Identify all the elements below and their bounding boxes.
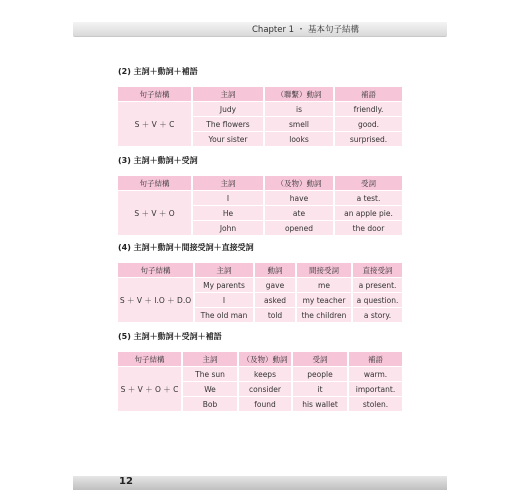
section-svc [118,66,402,146]
table-cell: told [254,308,296,323]
table-cell: We [182,382,238,397]
section-title: (4) 主詞＋動詞＋間接受詞＋直接受詞 [118,243,254,252]
table-cell: The flowers [192,117,264,132]
section-title: (3) 主詞＋動詞＋受詞 [118,156,198,165]
section-svo [118,155,402,235]
table-cell: a story. [352,308,402,323]
table-cell: me [296,278,352,293]
column-header: （及物）動詞 [238,352,292,367]
column-header: 受詞 [334,176,402,191]
chapter-header-bar [73,22,447,37]
table-cell: stolen. [348,397,402,412]
column-header: 主詞 [182,352,238,367]
table-cell: The old man [194,308,254,323]
table-cell: The sun [182,367,238,382]
table-cell: a question. [352,293,402,308]
table-cell: an apple pie. [334,206,402,221]
column-header: 主詞 [194,263,254,278]
table-cell: warm. [348,367,402,382]
section-svoc [118,331,402,411]
structure-cell: S ＋ V ＋ O ＋ C [118,367,182,412]
table-cell: surprised. [334,132,402,147]
table-cell: a test. [334,191,402,206]
table-cell: I [194,293,254,308]
table-cell: ate [264,206,334,221]
column-header: 補語 [348,352,402,367]
chapter-title: Chapter 1 ・ 基本句子結構 [252,25,359,35]
column-header: 間接受詞 [296,263,352,278]
column-header: 句子結構 [118,87,192,102]
column-header: （聯繫）動詞 [264,87,334,102]
table-cell: smell [264,117,334,132]
table-cell: asked [254,293,296,308]
table-cell: the children [296,308,352,323]
table-cell: is [264,102,334,117]
table-cell: John [192,221,264,236]
table-cell: gave [254,278,296,293]
table-cell: found [238,397,292,412]
table-cell: it [292,382,348,397]
column-header: 補語 [334,87,402,102]
table-cell: opened [264,221,334,236]
table-row [118,102,402,117]
pattern-table [118,263,402,322]
table-cell: a present. [352,278,402,293]
table-cell: I [192,191,264,206]
table-cell: consider [238,382,292,397]
table-cell: good. [334,117,402,132]
column-header: 受詞 [292,352,348,367]
table-cell: Judy [192,102,264,117]
table-header-row [118,263,402,278]
table-cell: the door [334,221,402,236]
section-sv-io-do [118,242,402,322]
structure-cell: S ＋ V ＋ I.O ＋ D.O [118,278,194,323]
table-cell: keeps [238,367,292,382]
column-header: 直接受詞 [352,263,402,278]
table-cell: Bob [182,397,238,412]
table-row [118,278,402,293]
pattern-table [118,176,402,235]
pattern-table [118,87,402,146]
table-cell: My parents [194,278,254,293]
table-cell: his wallet [292,397,348,412]
table-cell: looks [264,132,334,147]
table-header-row [118,176,402,191]
structure-cell: S ＋ V ＋ C [118,102,192,147]
table-row [118,367,402,382]
table-cell: friendly. [334,102,402,117]
column-header: 主詞 [192,87,264,102]
section-title: (2) 主詞＋動詞＋補語 [118,67,198,76]
structure-cell: S ＋ V ＋ O [118,191,192,236]
column-header: 句子結構 [118,352,182,367]
table-header-row [118,352,402,367]
table-cell: He [192,206,264,221]
column-header: 動詞 [254,263,296,278]
table-cell: people [292,367,348,382]
pattern-table [118,352,402,411]
page-number: 12 [119,476,133,487]
table-cell: my teacher [296,293,352,308]
column-header: 主詞 [192,176,264,191]
section-title: (5) 主詞＋動詞＋受詞＋補語 [118,332,222,341]
table-cell: have [264,191,334,206]
column-header: 句子結構 [118,263,194,278]
column-header: 句子結構 [118,176,192,191]
table-cell: Your sister [192,132,264,147]
table-cell: important. [348,382,402,397]
column-header: （及物）動詞 [264,176,334,191]
table-header-row [118,87,402,102]
table-row [118,191,402,206]
page-footer-bar [73,476,447,490]
